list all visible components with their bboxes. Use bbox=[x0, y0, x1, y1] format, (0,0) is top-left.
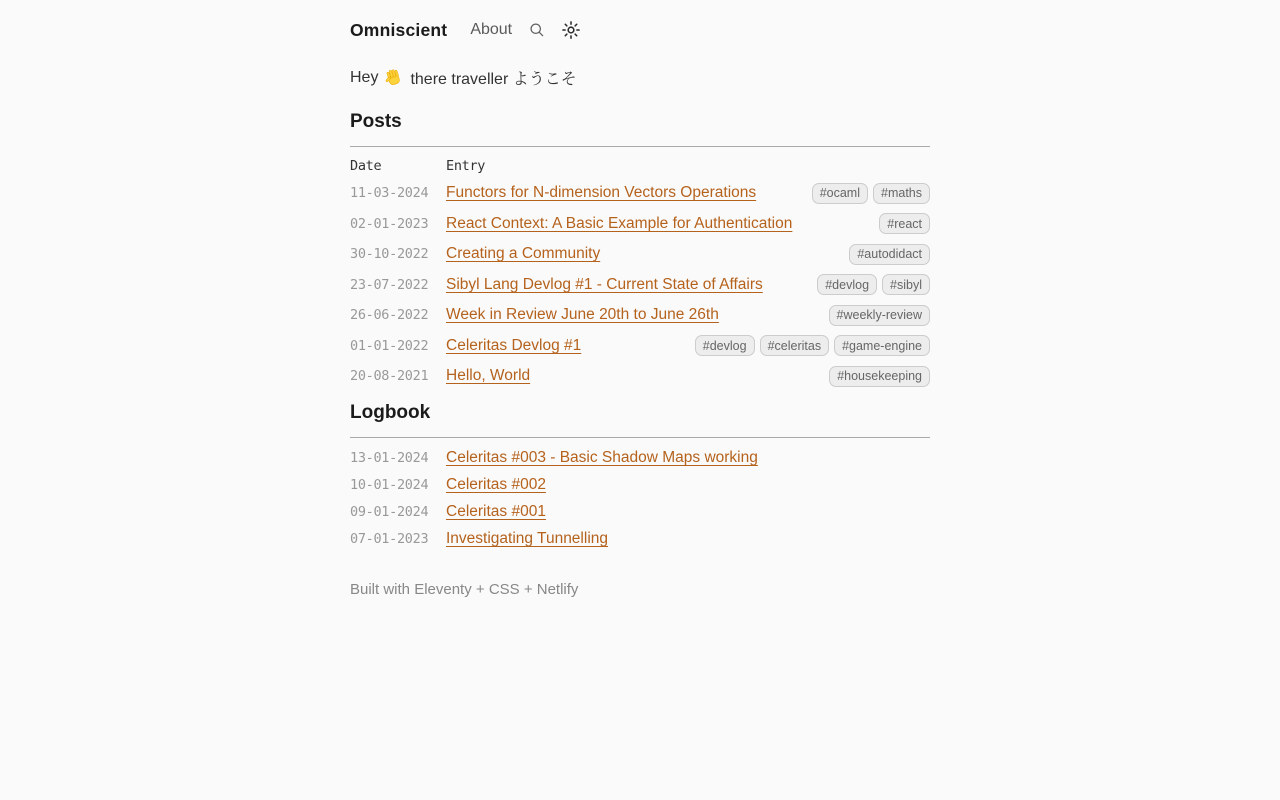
footer-text: Built with Eleventy + CSS + Netlify bbox=[350, 580, 579, 598]
entry-date: 13-01-2024 bbox=[350, 450, 429, 466]
theme-toggle-button[interactable] bbox=[558, 17, 584, 43]
tag-list bbox=[817, 274, 930, 295]
posts-divider bbox=[350, 146, 930, 147]
logbook-row bbox=[350, 472, 930, 499]
site-title-link[interactable]: Omniscient bbox=[350, 19, 448, 40]
entry-date: 20-08-2021 bbox=[350, 368, 429, 385]
logbook-heading: Logbook bbox=[350, 401, 431, 423]
entry-date: 01-01-2022 bbox=[350, 337, 429, 354]
entry-link[interactable]: Hello, World bbox=[446, 367, 531, 385]
post-row bbox=[350, 270, 930, 301]
tag-list bbox=[829, 366, 930, 387]
post-row bbox=[350, 178, 930, 209]
nav-link-about[interactable]: About bbox=[470, 21, 513, 38]
column-header-entry: Entry bbox=[446, 158, 486, 174]
entry-link[interactable]: React Context: A Basic Example for Authentication bbox=[446, 214, 793, 232]
posts-table bbox=[350, 154, 930, 392]
entry-link[interactable]: Celeritas #003 - Basic Shadow Maps working bbox=[446, 449, 758, 466]
greeting-suffix: there traveller ようこそ bbox=[410, 71, 577, 88]
entry-link[interactable]: Sibyl Lang Devlog #1 - Current State of Affairs bbox=[446, 275, 763, 293]
tag-pill[interactable]: #devlog bbox=[695, 335, 755, 356]
tag-list bbox=[879, 213, 930, 234]
tag-list bbox=[812, 183, 930, 204]
entry-date: 02-01-2023 bbox=[350, 215, 429, 232]
tag-list bbox=[829, 305, 930, 326]
posts-heading: Posts bbox=[350, 111, 402, 132]
logbook-row bbox=[350, 526, 930, 553]
search-icon bbox=[527, 20, 547, 40]
entry-date: 09-01-2024 bbox=[350, 504, 429, 520]
logbook-row bbox=[350, 499, 930, 526]
entry-date: 30-10-2022 bbox=[350, 246, 429, 263]
posts-table-header bbox=[350, 154, 930, 178]
column-header-date: Date bbox=[350, 158, 382, 174]
tag-list bbox=[695, 335, 930, 356]
site-footer bbox=[350, 581, 930, 598]
entry-link[interactable]: Week in Review June 20th to June 26th bbox=[446, 306, 719, 324]
entry-date: 10-01-2024 bbox=[350, 477, 429, 493]
page-container bbox=[350, 0, 930, 598]
tag-pill[interactable]: #sibyl bbox=[882, 274, 930, 295]
tag-pill[interactable]: #celeritas bbox=[760, 335, 830, 356]
logbook-divider bbox=[350, 437, 930, 438]
posts-table-body bbox=[350, 178, 930, 392]
site-nav bbox=[447, 21, 512, 39]
site-header bbox=[350, 15, 930, 45]
logbook-row bbox=[350, 445, 930, 472]
tag-pill[interactable]: #housekeeping bbox=[829, 366, 930, 387]
post-row bbox=[350, 361, 930, 392]
logbook-list bbox=[350, 445, 930, 553]
entry-link[interactable]: Investigating Tunnelling bbox=[446, 530, 609, 547]
tag-pill[interactable]: #game-engine bbox=[834, 335, 930, 356]
entry-date: 11-03-2024 bbox=[350, 185, 429, 202]
entry-link[interactable]: Creating a Community bbox=[446, 245, 601, 263]
tag-pill[interactable]: #devlog bbox=[817, 274, 877, 295]
post-row bbox=[350, 331, 930, 362]
tag-list bbox=[849, 244, 930, 265]
sun-icon bbox=[560, 19, 582, 41]
tag-pill[interactable]: #autodidact bbox=[849, 244, 930, 265]
search-button[interactable] bbox=[525, 18, 549, 42]
entry-link[interactable]: Celeritas #001 bbox=[446, 503, 546, 520]
tag-pill[interactable]: #weekly-review bbox=[829, 305, 930, 326]
entry-date: 23-07-2022 bbox=[350, 276, 429, 293]
entry-link[interactable]: Celeritas Devlog #1 bbox=[446, 336, 582, 354]
greeting bbox=[350, 66, 930, 89]
tag-pill[interactable]: #maths bbox=[873, 183, 930, 204]
entry-date: 26-06-2022 bbox=[350, 307, 429, 324]
post-row bbox=[350, 239, 930, 270]
greeting-prefix: Hey bbox=[350, 68, 379, 86]
entry-link[interactable]: Functors for N-dimension Vectors Operations bbox=[446, 184, 757, 202]
post-row bbox=[350, 300, 930, 331]
tag-pill[interactable]: #ocaml bbox=[812, 183, 868, 204]
wave-emoji bbox=[384, 68, 404, 88]
entry-date: 07-01-2023 bbox=[350, 531, 429, 547]
post-row bbox=[350, 209, 930, 240]
tag-pill[interactable]: #react bbox=[879, 213, 930, 234]
entry-link[interactable]: Celeritas #002 bbox=[446, 476, 546, 493]
